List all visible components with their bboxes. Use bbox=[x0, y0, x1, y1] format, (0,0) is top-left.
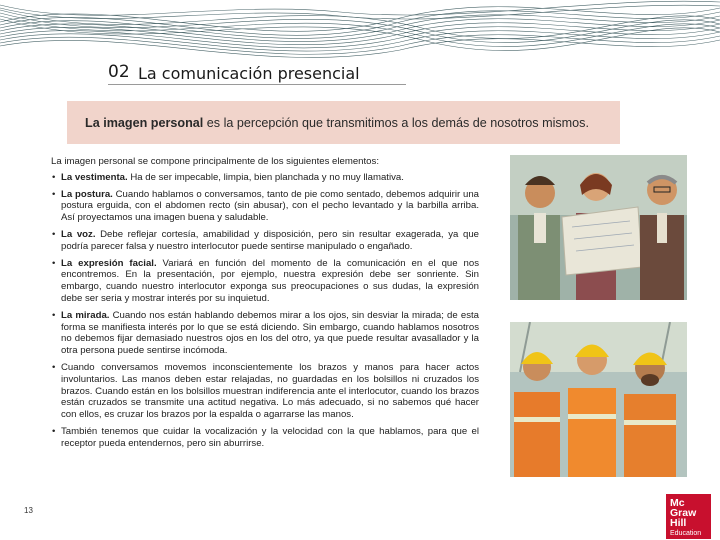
item-term: La postura. bbox=[61, 188, 113, 200]
item-text: Cuando hablamos o conversamos, tanto de pie como sentado, debemos adquirir una postura erguida, con el abdomen recto (sin abusar), con el pecho levantado y la barbilla arriba. Así proyectamos una imagen buena y saludable. bbox=[61, 188, 479, 224]
page-number: 13 bbox=[24, 506, 33, 515]
item-text: Ha de ser impecable, limpia, bien planchada y no muy llamativa. bbox=[127, 171, 404, 183]
logo-line-1: Mc bbox=[670, 497, 685, 509]
list-item bbox=[51, 189, 479, 224]
chapter-title: La comunicación presencial bbox=[138, 64, 360, 83]
chapter-header bbox=[108, 60, 406, 85]
banner-bold-lead: La imagen personal bbox=[85, 116, 204, 130]
intro-paragraph: La imagen personal se compone principalmente de los siguientes elementos: bbox=[51, 156, 379, 167]
elements-list bbox=[51, 172, 479, 450]
item-term: La expresión facial. bbox=[61, 257, 157, 269]
construction-workers-illustration bbox=[510, 322, 687, 477]
list-item bbox=[51, 310, 479, 357]
definition-banner bbox=[67, 101, 620, 144]
list-item bbox=[51, 258, 479, 305]
mcgraw-hill-logo bbox=[666, 494, 711, 539]
list-item bbox=[51, 229, 479, 253]
banner-text bbox=[85, 116, 589, 130]
list-item bbox=[51, 172, 479, 184]
item-text: Debe reflejar cortesía, amabilidad y disposición, pero sin resultar exagerada, ya que podría parecer falsa y nuestro interlocutor puede sentirse manipulado o engañado. bbox=[61, 228, 479, 252]
logo-line-4: Education bbox=[670, 530, 702, 537]
list-item bbox=[51, 362, 479, 421]
logo-line-2: Graw bbox=[670, 507, 697, 519]
item-text: Variará en función del momento de la comunicación en el que nos encontremos. En la presentación, por ejemplo, nuestra expresión debe ser sonriente. Sin embargo, cuando nuestro interlocutor exponga sus preocupaciones o sus dudas, la expresión debe ser seria y mostrar interés por su inquietud. bbox=[61, 257, 479, 304]
chapter-number: 02 bbox=[108, 62, 130, 82]
item-term: La vestimenta. bbox=[61, 171, 128, 183]
item-term: La voz. bbox=[61, 228, 96, 240]
banner-rest: es la percepción que transmitimos a los demás de nosotros mismos. bbox=[203, 116, 589, 130]
office-meeting-illustration bbox=[510, 155, 687, 300]
item-text: Cuando nos están hablando debemos mirar a los ojos, sin desviar la mirada; de esta forma se manifiesta interés por lo que se está diciendo. Sin embargo, cuando hablamos nosotros no debemos fijar demasiado nuestros ojos en los del otro, ya que puede resultar avasallador y la otra persona puede sentirse incómoda. bbox=[61, 309, 479, 357]
list-item bbox=[51, 426, 479, 450]
body-text bbox=[51, 156, 479, 455]
item-term: La mirada. bbox=[61, 309, 110, 321]
item-text: Cuando conversamos movemos inconscientemente los brazos y manos para hacer actos involuntarios. Las manos deben estar relajadas, no guardadas en los bolsillos ni cruzados los brazos. Cuando están en los bolsillos muestran indiferencia ante el interlocutor, cuando los brazos están cruzados se transmite una actitud negativa. Lo más adecuado, si no sabemos qué hacer con ellos, es cruzar los brazos por la espalda o agarrarse las manos. bbox=[61, 361, 479, 421]
logo-line-3: Hill bbox=[670, 517, 687, 529]
item-text: También tenemos que cuidar la vocalización y la velocidad con la que hablamos, para que el receptor pueda entendernos, pero sin aburrirse. bbox=[61, 425, 479, 449]
